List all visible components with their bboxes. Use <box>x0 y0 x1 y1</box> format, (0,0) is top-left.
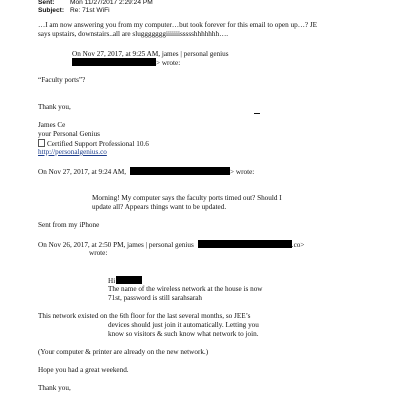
signature-cert: Certified Support Professional 10.6 <box>47 140 149 148</box>
reply-line-1: …I am now answering you from my computer…but took forever for this email to open up…? JE <box>38 21 318 29</box>
quote3-suffix: .co> <box>291 241 305 249</box>
reply-line-2: says upstairs, downstairs..all are slugggggggiiiiiiissssshhhhhhh…. <box>38 30 229 38</box>
quote3-line <box>38 240 304 250</box>
redaction-bar <box>198 240 292 248</box>
wifi-line-2: 71st, password is still sarahsarah <box>108 294 203 302</box>
quote1-intro: On Nov 27, 2017, at 9:25 AM, james | personal genius <box>72 50 229 58</box>
redaction-bar <box>72 58 156 66</box>
printer-note: (Your computer & printer are already on the new network.) <box>38 348 209 356</box>
redaction-bar <box>130 167 230 175</box>
quote2-intro: On Nov 27, 2017, at 9:24 AM, <box>38 168 127 176</box>
sent-from: Sent from my iPhone <box>38 221 100 229</box>
quote2-wrote: > wrote: <box>230 168 255 176</box>
network-line-2: devices should just join it automatically. Letting you <box>108 321 259 329</box>
hi-text: Hi <box>108 277 116 285</box>
quote2-line <box>38 167 254 177</box>
signature-title: your Personal Genius <box>38 130 100 138</box>
thanks-1: Thank you, <box>38 103 71 111</box>
weekend-line: Hope you had a great weekend. <box>38 366 129 374</box>
redaction-bar <box>116 276 142 284</box>
quote3-wrote: wrote: <box>89 249 108 257</box>
subject-value: Re: 71st WiFi <box>70 7 110 14</box>
network-line-1: This network existed on the 6th floor for the last several months, so JEE’s <box>38 312 251 320</box>
quote3-intro: On Nov 26, 2017, at 2:50 PM, james | personal genius <box>38 241 194 249</box>
morning-line-1: Morning! My computer says the faculty ports timed out? Should I <box>92 194 282 202</box>
stray-mark <box>254 113 260 114</box>
subject-row <box>38 6 110 15</box>
sent-label: Sent: <box>38 0 55 6</box>
quote1-wrote-line <box>72 58 180 68</box>
missing-glyph-icon <box>38 139 45 147</box>
thanks-2: Thank you, <box>38 384 71 392</box>
morning-line-2: update all? Appears things want to be updated. <box>92 203 227 211</box>
subject-label: Subject: <box>38 7 65 14</box>
signature-url[interactable]: http://personalgenius.co <box>38 148 107 156</box>
faculty-question: “Faculty ports”? <box>38 76 86 84</box>
network-line-3: know so visitors & such know what network to join. <box>108 330 259 338</box>
wifi-line-1: The name of the wireless network at the house is now <box>108 285 263 293</box>
sent-value: Mon 11/27/2017 2:29:24 PM <box>70 0 153 6</box>
quote1-wrote: > wrote: <box>156 59 181 67</box>
signature-name: James Ce <box>38 121 66 129</box>
